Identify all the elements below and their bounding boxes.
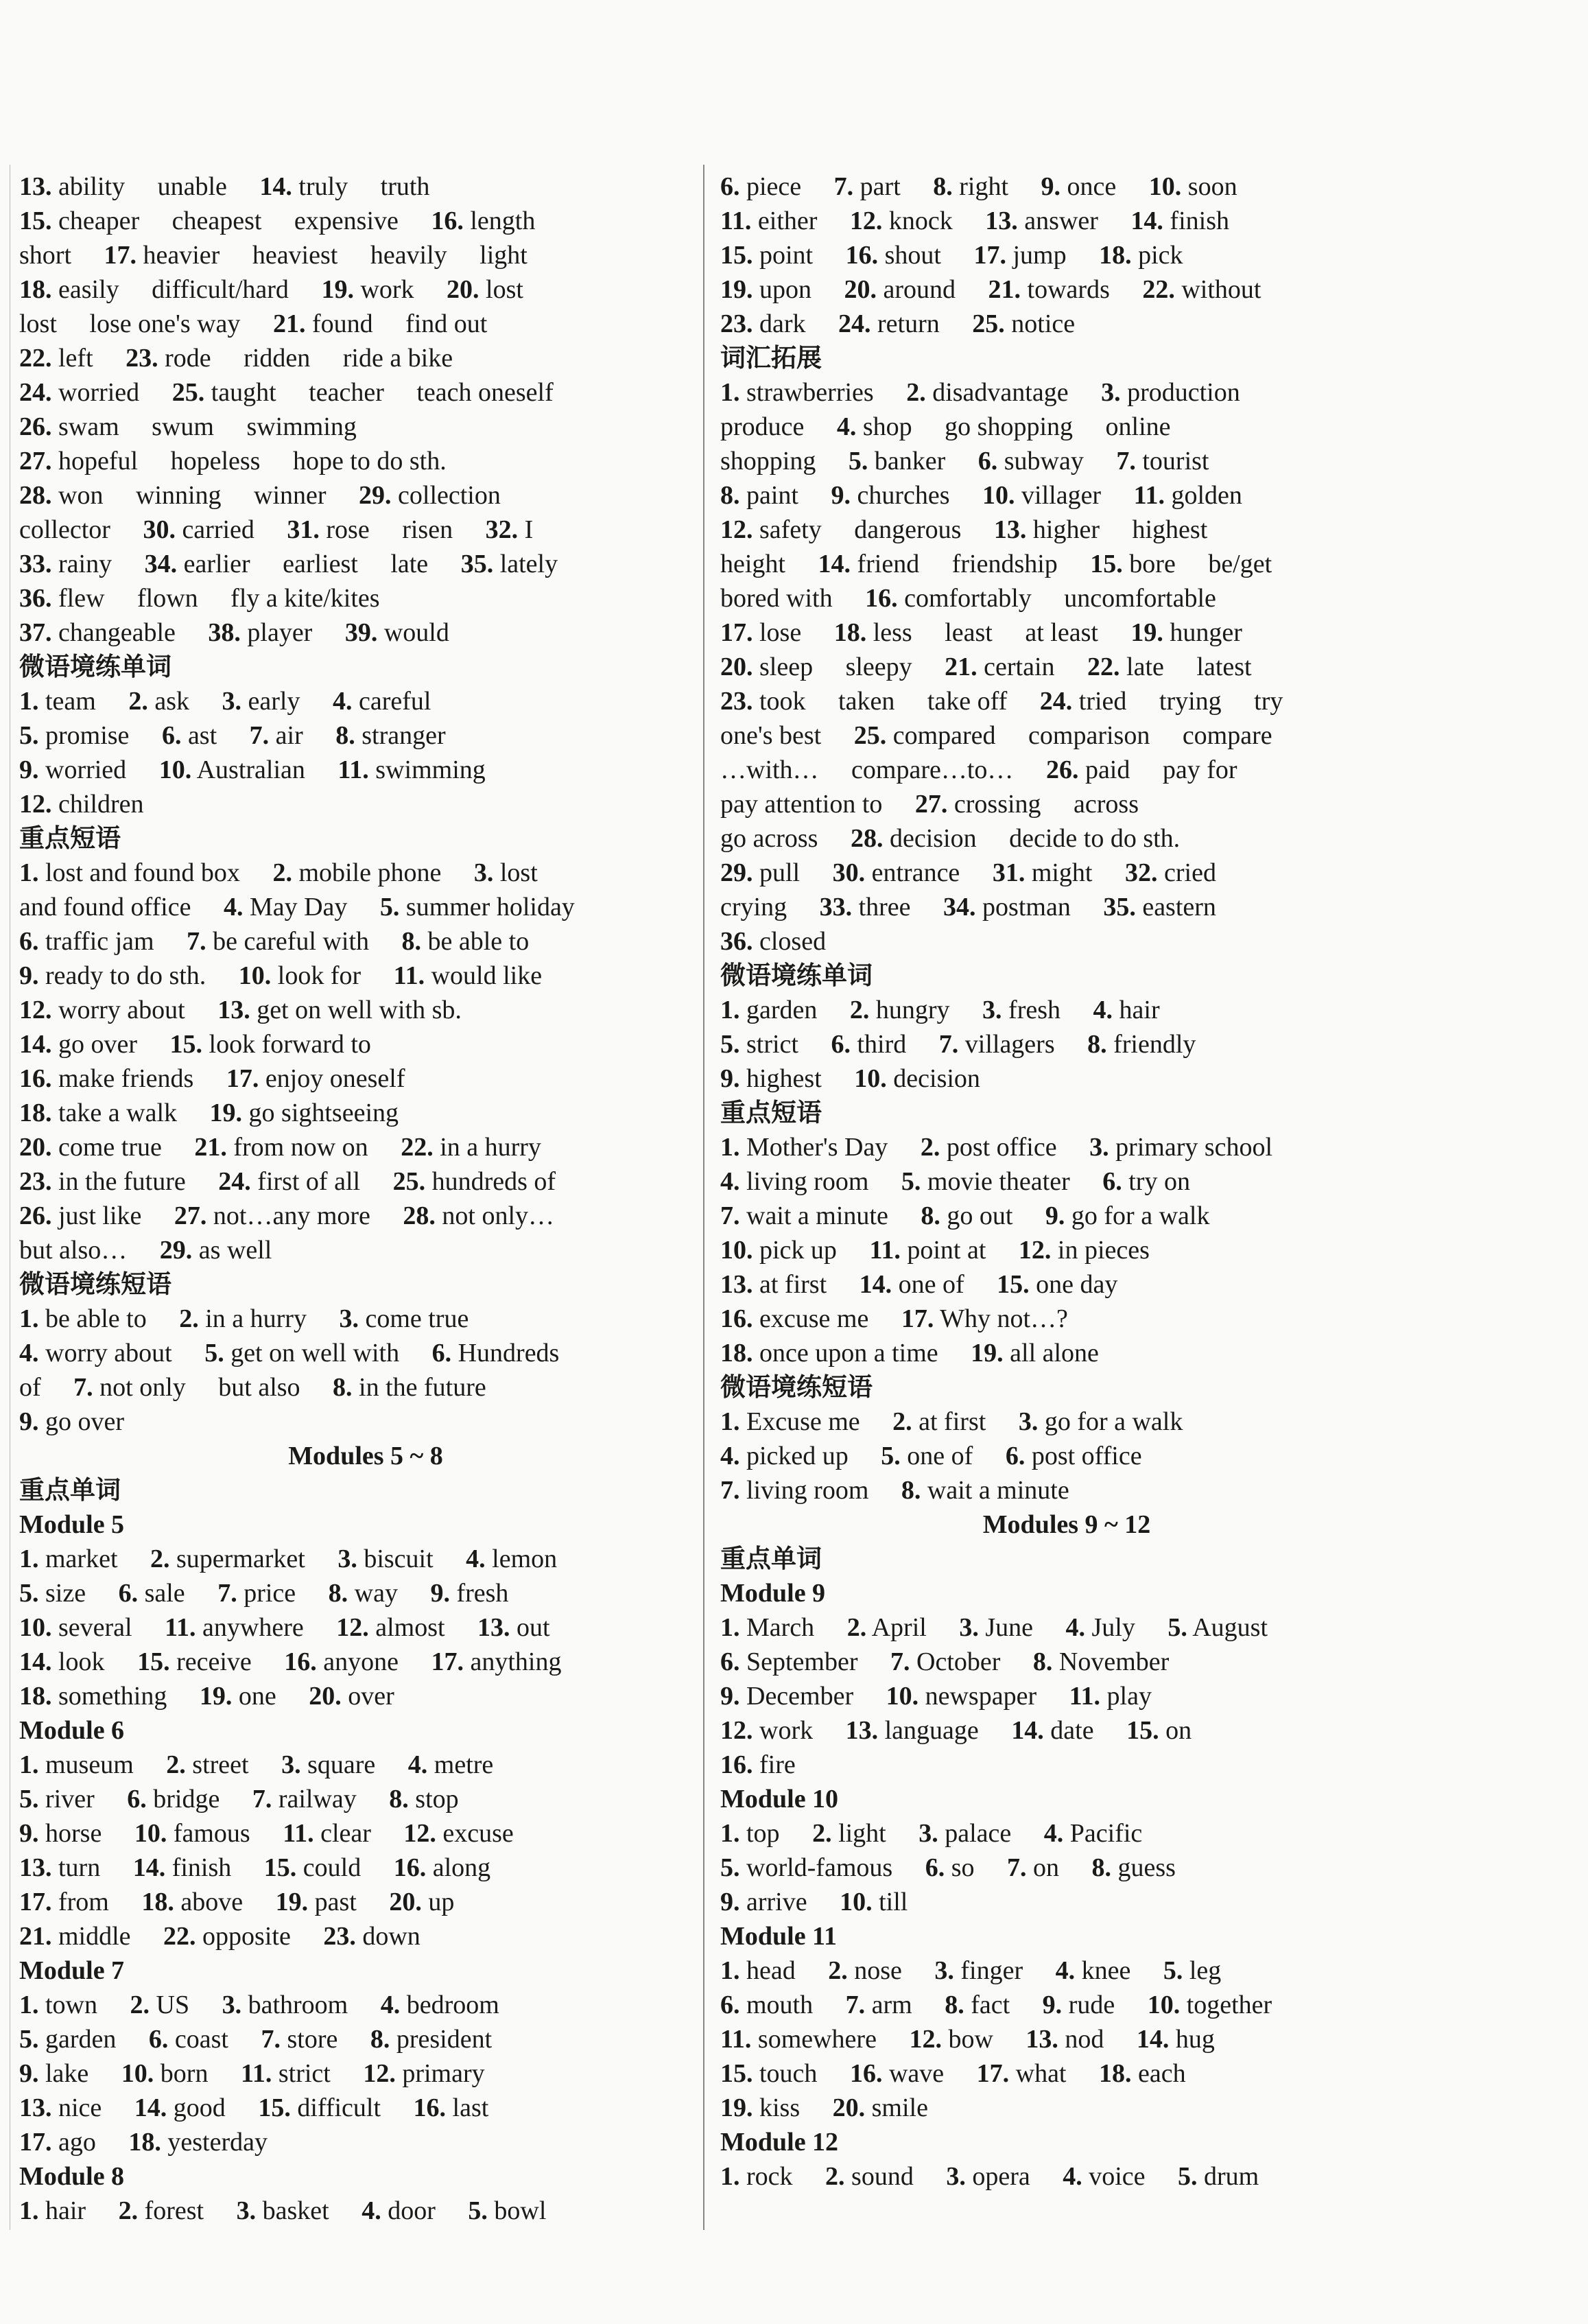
answer-line: 7. living room 8. wait a minute xyxy=(720,1476,1069,1505)
modules-range-title: Modules 5 ~ 8 xyxy=(288,1442,443,1470)
answer-line: 26. swam swum swimming xyxy=(19,412,357,441)
answer-line: 17. from 18. above 19. past 20. up xyxy=(19,1888,455,1916)
answer-line: one's best 25. compared comparison compare xyxy=(720,721,1272,750)
answer-line: collector 30. carried 31. rose risen 32. I xyxy=(19,515,534,544)
answer-line: 27. hopeful hopeless hope to do sth. xyxy=(19,447,447,476)
answer-line: 1. strawberries 2. disadvantage 3. production xyxy=(720,378,1240,407)
answer-line: 37. changeable 38. player 39. would xyxy=(19,618,449,647)
answer-line: 33. rainy 34. earlier earliest late 35. lately xyxy=(19,550,558,578)
answer-line: 11. either 12. knock 13. answer 14. finish xyxy=(720,207,1229,235)
answer-line: 5. world-famous 6. so 7. on 8. guess xyxy=(720,1853,1176,1882)
answer-line: bored with 16. comfortably uncomfortable xyxy=(720,584,1216,613)
answer-line: 19. upon 20. around 21. towards 22. without xyxy=(720,275,1261,304)
section-heading: 词汇拓展 xyxy=(720,343,822,373)
answer-line: 9. lake 10. born 11. strict 12. primary xyxy=(19,2059,485,2088)
section-heading: 微语境练单词 xyxy=(19,652,171,681)
answer-line: 36. closed xyxy=(720,927,827,956)
answer-line: lost lose one's way 21. found find out xyxy=(19,309,488,338)
answer-line: 1. market 2. supermarket 3. biscuit 4. lemon xyxy=(19,1545,558,1573)
answer-line: short 17. heavier heaviest heavily light xyxy=(19,241,528,270)
section-heading: 重点单词 xyxy=(19,1475,121,1505)
answer-line: 26. just like 27. not…any more 28. not only… xyxy=(19,1201,555,1230)
module-heading-module-6: Module 6 xyxy=(19,1716,125,1745)
answer-line: 16. make friends 17. enjoy oneself xyxy=(19,1064,405,1093)
answer-line: 5. river 6. bridge 7. railway 8. stop xyxy=(19,1785,459,1814)
module-heading-module-5: Module 5 xyxy=(19,1510,125,1539)
answer-line: 9. December 10. newspaper 11. play xyxy=(720,1682,1152,1711)
answer-line: 10. several 11. anywhere 12. almost 13. out xyxy=(19,1613,550,1642)
answer-line: 23. in the future 24. first of all 25. hundreds of xyxy=(19,1167,556,1196)
answer-line: 4. living room 5. movie theater 6. try on xyxy=(720,1167,1190,1196)
answer-line: 15. touch 16. wave 17. what 18. each xyxy=(720,2059,1186,2088)
answer-line: 6. September 7. October 8. November xyxy=(720,1647,1170,1676)
section-heading: 重点单词 xyxy=(720,1544,822,1573)
module-heading-module-11: Module 11 xyxy=(720,1922,837,1951)
section-heading: 微语境练短语 xyxy=(19,1269,171,1299)
answer-line: 14. go over 15. look forward to xyxy=(19,1030,371,1059)
answer-line: crying 33. three 34. postman 35. eastern xyxy=(720,893,1216,922)
answer-line: 29. pull 30. entrance 31. might 32. cried xyxy=(720,858,1216,887)
answer-line: 5. promise 6. ast 7. air 8. stranger xyxy=(19,721,446,750)
answer-line: and found office 4. May Day 5. summer holiday xyxy=(19,893,575,922)
right-answer-column xyxy=(720,169,1413,2194)
answer-line: 1. hair 2. forest 3. basket 4. door 5. bowl xyxy=(19,2196,547,2225)
section-heading: 重点短语 xyxy=(19,823,121,853)
answer-line: 17. ago 18. yesterday xyxy=(19,2128,268,2157)
answer-line: 1. be able to 2. in a hurry 3. come true xyxy=(19,1304,469,1333)
answer-line: 12. safety dangerous 13. higher highest xyxy=(720,515,1208,544)
answer-line: 9. worried 10. Australian 11. swimming xyxy=(19,755,486,784)
answer-line: but also… 29. as well xyxy=(19,1236,272,1265)
module-heading-module-10: Module 10 xyxy=(720,1785,839,1814)
left-answer-column xyxy=(19,169,712,2228)
answer-line: 9. horse 10. famous 11. clear 12. excuse xyxy=(19,1819,514,1848)
answer-line: 4. picked up 5. one of 6. post office xyxy=(720,1442,1142,1470)
answer-line: 19. kiss 20. smile xyxy=(720,2093,928,2122)
answer-line: 9. ready to do sth. 10. look for 11. would like xyxy=(19,961,543,990)
module-heading-module-7: Module 7 xyxy=(19,1956,125,1985)
module-heading-module-12: Module 12 xyxy=(720,2128,839,2157)
answer-line: 5. size 6. sale 7. price 8. way 9. fresh xyxy=(19,1579,509,1608)
answer-line: 28. won winning winner 29. collection xyxy=(19,481,501,510)
answer-line: 1. team 2. ask 3. early 4. careful xyxy=(19,687,431,716)
answer-line: 18. once upon a time 19. all alone xyxy=(720,1339,1099,1368)
answer-line: 1. lost and found box 2. mobile phone 3. lost xyxy=(19,858,538,887)
answer-line: 18. take a walk 19. go sightseeing xyxy=(19,1099,399,1127)
answer-line: …with… compare…to… 26. paid pay for xyxy=(720,755,1237,784)
answer-line: 12. worry about 13. get on well with sb. xyxy=(19,996,462,1024)
answer-line: shopping 5. banker 6. subway 7. tourist xyxy=(720,447,1209,476)
answer-line: 14. look 15. receive 16. anyone 17. anything xyxy=(19,1647,562,1676)
answer-line: 23. took taken take off 24. tried trying try xyxy=(720,687,1283,716)
answer-line: 16. fire xyxy=(720,1750,796,1779)
answer-line: 18. something 19. one 20. over xyxy=(19,1682,394,1711)
answer-line: 18. easily difficult/hard 19. work 20. lost xyxy=(19,275,523,304)
answer-line: 5. garden 6. coast 7. store 8. president xyxy=(19,2025,493,2054)
answer-line: 20. come true 21. from now on 22. in a hurry xyxy=(19,1133,541,1162)
module-heading-module-8: Module 8 xyxy=(19,2162,125,2191)
answer-line: 7. wait a minute 8. go out 9. go for a walk xyxy=(720,1201,1210,1230)
answer-line: 6. piece 7. part 8. right 9. once 10. soon xyxy=(720,172,1237,201)
section-heading: 重点短语 xyxy=(720,1098,822,1127)
answer-line: 1. March 2. April 3. June 4. July 5. August xyxy=(720,1613,1268,1642)
answer-line: 15. point 16. shout 17. jump 18. pick xyxy=(720,241,1183,270)
column-divider xyxy=(703,165,704,2230)
answer-line: 1. Mother's Day 2. post office 3. primary school xyxy=(720,1133,1273,1162)
answer-line: 4. worry about 5. get on well with 6. Hundreds xyxy=(19,1339,560,1368)
answer-line: 15. cheaper cheapest expensive 16. length xyxy=(19,207,536,235)
answer-line: 9. arrive 10. till xyxy=(720,1888,908,1916)
answer-line: 12. work 13. language 14. date 15. on xyxy=(720,1716,1192,1745)
answer-line: 13. turn 14. finish 15. could 16. along xyxy=(19,1853,491,1882)
answer-line: of 7. not only but also 8. in the future xyxy=(19,1373,486,1402)
answer-line: 1. head 2. nose 3. finger 4. knee 5. leg xyxy=(720,1956,1222,1985)
answer-line: 1. museum 2. street 3. square 4. metre xyxy=(19,1750,494,1779)
answer-line: produce 4. shop go shopping online xyxy=(720,412,1171,441)
modules-range-title: Modules 9 ~ 12 xyxy=(982,1510,1151,1539)
answer-line: 10. pick up 11. point at 12. in pieces xyxy=(720,1236,1150,1265)
answer-line: 24. worried 25. taught teacher teach oneself xyxy=(19,378,554,407)
answer-line: 1. Excuse me 2. at first 3. go for a walk xyxy=(720,1407,1183,1436)
answer-line: 23. dark 24. return 25. notice xyxy=(720,309,1076,338)
answer-line: 13. ability unable 14. truly truth xyxy=(19,172,430,201)
answer-line: 13. nice 14. good 15. difficult 16. last xyxy=(19,2093,489,2122)
answer-line: 6. traffic jam 7. be careful with 8. be able to xyxy=(19,927,530,956)
answer-line: 1. town 2. US 3. bathroom 4. bedroom xyxy=(19,1991,499,2019)
section-heading: 微语境练单词 xyxy=(720,961,873,990)
answer-line: 36. flew flown fly a kite/kites xyxy=(19,584,380,613)
answer-line: height 14. friend friendship 15. bore be/get xyxy=(720,550,1272,578)
answer-line: 6. mouth 7. arm 8. fact 9. rude 10. together xyxy=(720,1991,1272,2019)
module-heading-module-9: Module 9 xyxy=(720,1579,826,1608)
answer-line: 9. go over xyxy=(19,1407,125,1436)
answer-line: 1. top 2. light 3. palace 4. Pacific xyxy=(720,1819,1143,1848)
answer-line: 5. strict 6. third 7. villagers 8. friendly xyxy=(720,1030,1196,1059)
answer-line: 22. left 23. rode ridden ride a bike xyxy=(19,344,453,373)
answer-line: 1. garden 2. hungry 3. fresh 4. hair xyxy=(720,996,1160,1024)
answer-line: 8. paint 9. churches 10. villager 11. golden xyxy=(720,481,1242,510)
answer-line: 1. rock 2. sound 3. opera 4. voice 5. drum xyxy=(720,2162,1259,2191)
answer-line: go across 28. decision decide to do sth. xyxy=(720,824,1181,853)
answer-line: 9. highest 10. decision xyxy=(720,1064,980,1093)
answer-line: 13. at first 14. one of 15. one day xyxy=(720,1270,1118,1299)
answer-line: 21. middle 22. opposite 23. down xyxy=(19,1922,420,1951)
answer-line: 12. children xyxy=(19,790,144,819)
section-heading: 微语境练短语 xyxy=(720,1372,873,1402)
answer-line: 20. sleep sleepy 21. certain 22. late latest xyxy=(720,653,1252,681)
answer-line: pay attention to 27. crossing across xyxy=(720,790,1139,819)
answer-line: 17. lose 18. less least at least 19. hunger xyxy=(720,618,1242,647)
answer-line: 16. excuse me 17. Why not…? xyxy=(720,1304,1068,1333)
answer-line: 11. somewhere 12. bow 13. nod 14. hug xyxy=(720,2025,1215,2054)
